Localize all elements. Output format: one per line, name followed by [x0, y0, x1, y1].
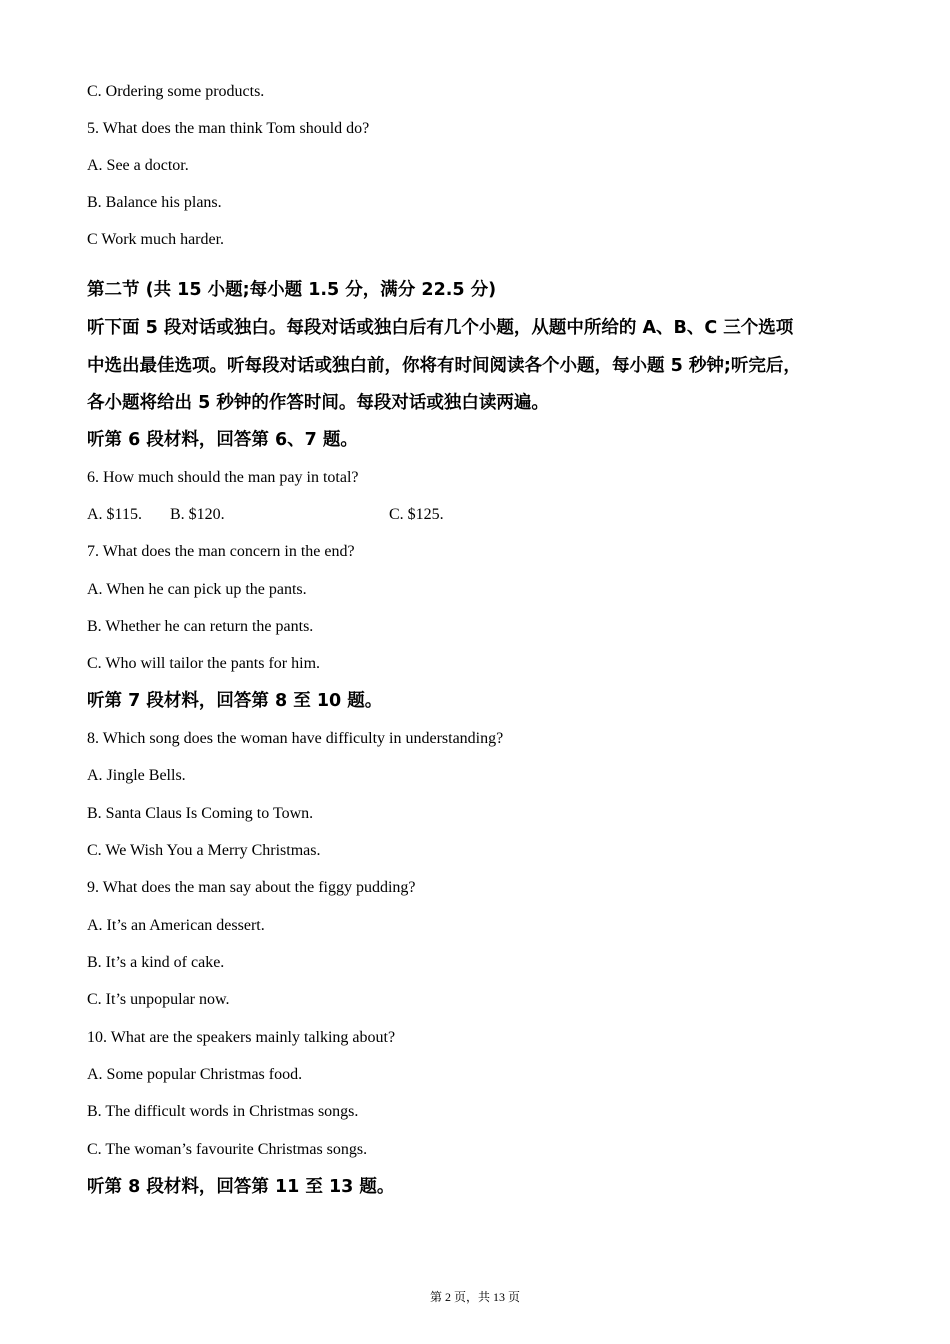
- option-7a: A. When he can pick up the pants.: [87, 581, 307, 598]
- question-6: 6. How much should the man pay in total?: [87, 469, 359, 486]
- question-6-options: [87, 505, 487, 525]
- option-10b: B. The difficult words in Christmas songs.: [87, 1103, 359, 1120]
- question-10: 10. What are the speakers mainly talking about?: [87, 1029, 396, 1046]
- option-9a: A. It’s an American dessert.: [87, 917, 265, 934]
- option-9b: B. It’s a kind of cake.: [87, 954, 225, 971]
- material-7-heading: 听第 7 段材料，回答第 8 至 10 题。: [87, 691, 383, 711]
- option-9c: C. It’s unpopular now.: [87, 991, 230, 1008]
- option-8c: C. We Wish You a Merry Christmas.: [87, 842, 321, 859]
- question-7: 7. What does the man concern in the end?: [87, 543, 355, 560]
- option-7b: B. Whether he can return the pants.: [87, 618, 314, 635]
- option-8b: B. Santa Claus Is Coming to Town.: [87, 805, 314, 822]
- instructions-line-3: 各小题将给出 5 秒钟的作答时间。每段对话或独白读两遍。: [87, 393, 549, 413]
- option-4c: C. Ordering some products.: [87, 83, 265, 100]
- option-6a: A. $115.: [87, 506, 142, 523]
- material-8-heading: 听第 8 段材料，回答第 11 至 13 题。: [87, 1177, 395, 1197]
- option-10c: C. The woman’s favourite Christmas songs.: [87, 1141, 368, 1158]
- instructions-line-2: 中选出最佳选项。听每段对话或独白前，你将有时间阅读各个小题，每小题 5 秒钟;听完后，: [87, 356, 801, 376]
- option-5b: B. Balance his plans.: [87, 194, 222, 211]
- question-5: 5. What does the man think Tom should do?: [87, 120, 370, 137]
- section-heading: 第二节 (共 15 小题;每小题 1.5 分，满分 22.5 分): [87, 280, 497, 300]
- option-6c: C. $125.: [389, 506, 444, 523]
- option-8a: A. Jingle Bells.: [87, 767, 186, 784]
- question-9: 9. What does the man say about the figgy pudding?: [87, 879, 416, 896]
- option-5a: A. See a doctor.: [87, 157, 189, 174]
- option-7c: C. Who will tailor the pants for him.: [87, 655, 321, 672]
- option-5c: C Work much harder.: [87, 231, 225, 248]
- page-footer: 第 2 页，共 13 页: [429, 1290, 520, 1304]
- option-6b: B. $120.: [170, 506, 225, 523]
- question-8: 8. Which song does the woman have difficulty in understanding?: [87, 730, 504, 747]
- material-6-heading: 听第 6 段材料，回答第 6、7 题。: [87, 430, 358, 450]
- option-10a: A. Some popular Christmas food.: [87, 1066, 303, 1083]
- instructions-line-1: 听下面 5 段对话或独白。每段对话或独白后有几个小题，从题中所给的 A、B、C 三个选项: [87, 318, 794, 338]
